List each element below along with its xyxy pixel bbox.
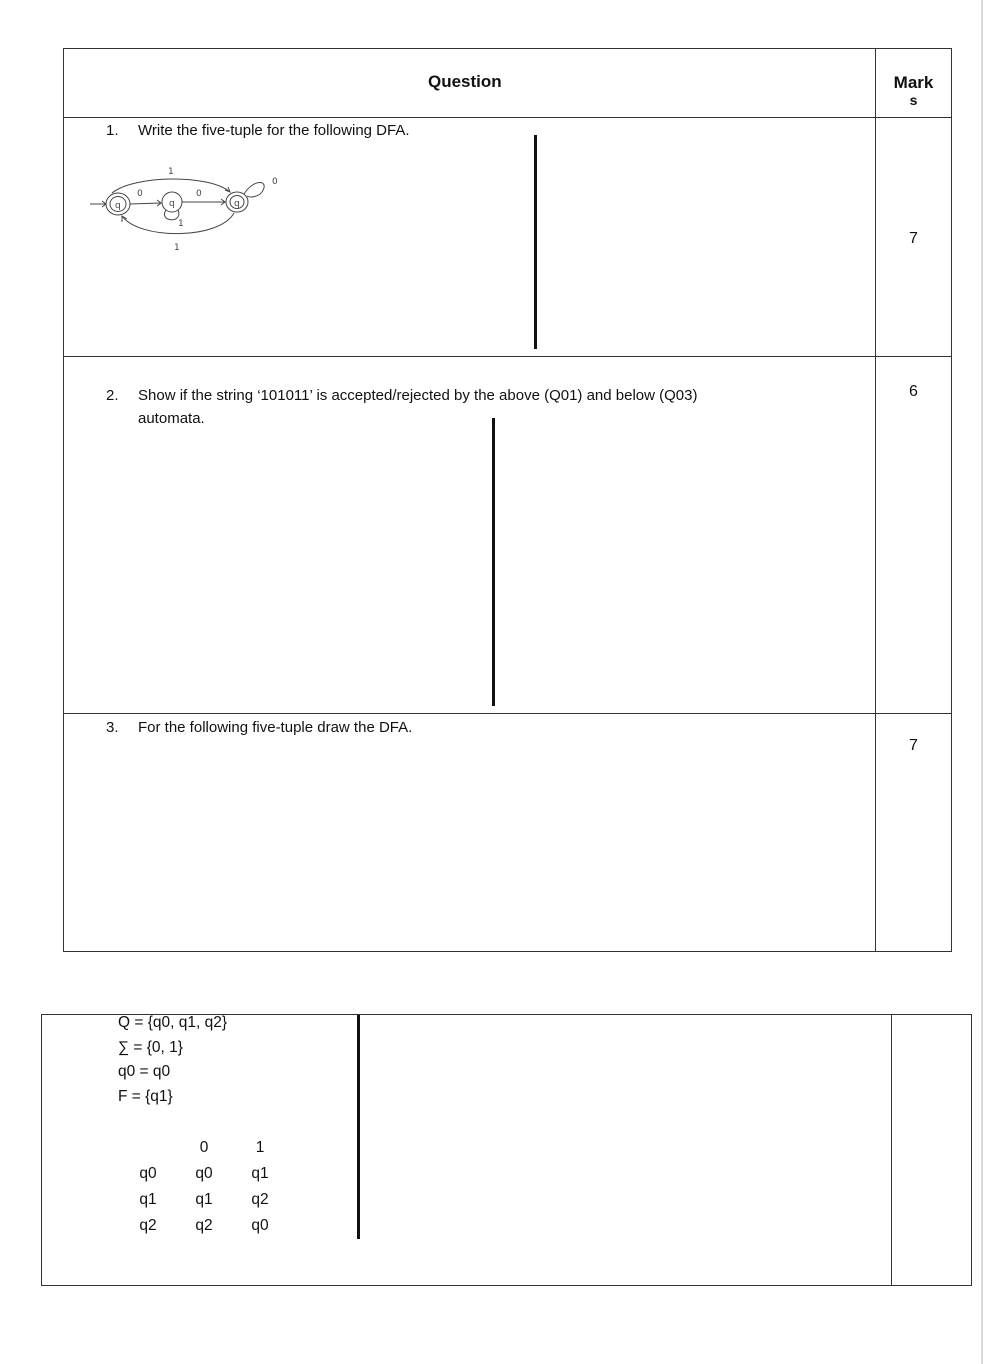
- edge-q0-q1: [130, 203, 161, 204]
- transition-table: [130, 1135, 278, 1239]
- edge-q0-q2-top: [112, 179, 230, 193]
- question-2-text-line1: Show if the string ‘101011’ is accepted/rejected by the above (Q01) and below (Q03): [138, 387, 698, 404]
- page-edge: [981, 0, 983, 1364]
- question-1-marks: 7: [909, 230, 918, 247]
- state-q1-label: q: [169, 199, 175, 209]
- divider-line: [357, 1015, 360, 1239]
- question-2-marks: 6: [909, 383, 918, 400]
- tuple-final-states: F = {q1}: [118, 1087, 173, 1105]
- state-cell: q2: [139, 1217, 157, 1234]
- dfa-sketch: [84, 160, 284, 260]
- question-header: Question: [428, 72, 502, 91]
- question-1: [106, 119, 410, 142]
- label-q0-q1: 0: [137, 189, 143, 199]
- question-2: [106, 384, 698, 430]
- marks-header-line2: s: [909, 92, 918, 108]
- question-3: [106, 716, 412, 739]
- tuple-states: Q = {q0, q1, q2}: [118, 1014, 228, 1031]
- transition-cell: q1: [251, 1165, 269, 1182]
- question-3-marks: 7: [909, 737, 918, 754]
- marks-header-line1: Mark: [893, 73, 934, 92]
- question-2-text-line2: automata.: [138, 410, 205, 427]
- question-1-number: 1.: [106, 122, 119, 139]
- self-loop-q2: [244, 183, 264, 197]
- question-3-number: 3.: [106, 719, 119, 736]
- label-self-q1: 1: [178, 219, 184, 229]
- transition-cell: q2: [195, 1217, 213, 1234]
- state-cell: q0: [139, 1165, 157, 1182]
- question-1-text: Write the five-tuple for the following DFA.: [138, 122, 410, 139]
- marks-header: [876, 73, 951, 107]
- transition-cell: q0: [251, 1217, 269, 1234]
- transition-row: [130, 1187, 278, 1213]
- header-cell: [130, 1135, 166, 1161]
- divider-line: [534, 135, 537, 349]
- state-q2-label: q: [234, 199, 240, 209]
- five-tuple: [118, 1011, 227, 1109]
- transition-row: [130, 1161, 278, 1187]
- label-q1-q2: 0: [196, 189, 202, 199]
- tuple-start-state: q0 = q0: [118, 1063, 171, 1080]
- transition-table-header: [130, 1135, 278, 1161]
- transition-row: [130, 1213, 278, 1239]
- header-cell: 1: [255, 1139, 265, 1156]
- label-bottom: 1: [174, 243, 180, 253]
- divider-line: [492, 418, 495, 706]
- question-3-text: For the following five-tuple draw the DFA.: [138, 719, 413, 736]
- header-cell: 0: [199, 1139, 209, 1156]
- transition-cell: q1: [195, 1191, 213, 1208]
- state-cell: q1: [139, 1191, 157, 1208]
- label-self-q2: 0: [272, 177, 278, 187]
- question-2-number: 2.: [106, 387, 119, 404]
- tuple-alphabet: ∑ = {0, 1}: [118, 1038, 183, 1056]
- label-top: 1: [168, 167, 174, 177]
- transition-cell: q0: [195, 1165, 213, 1182]
- self-loop-q1: [164, 210, 178, 220]
- state-q0-label: q: [115, 201, 121, 211]
- transition-cell: q2: [251, 1191, 269, 1208]
